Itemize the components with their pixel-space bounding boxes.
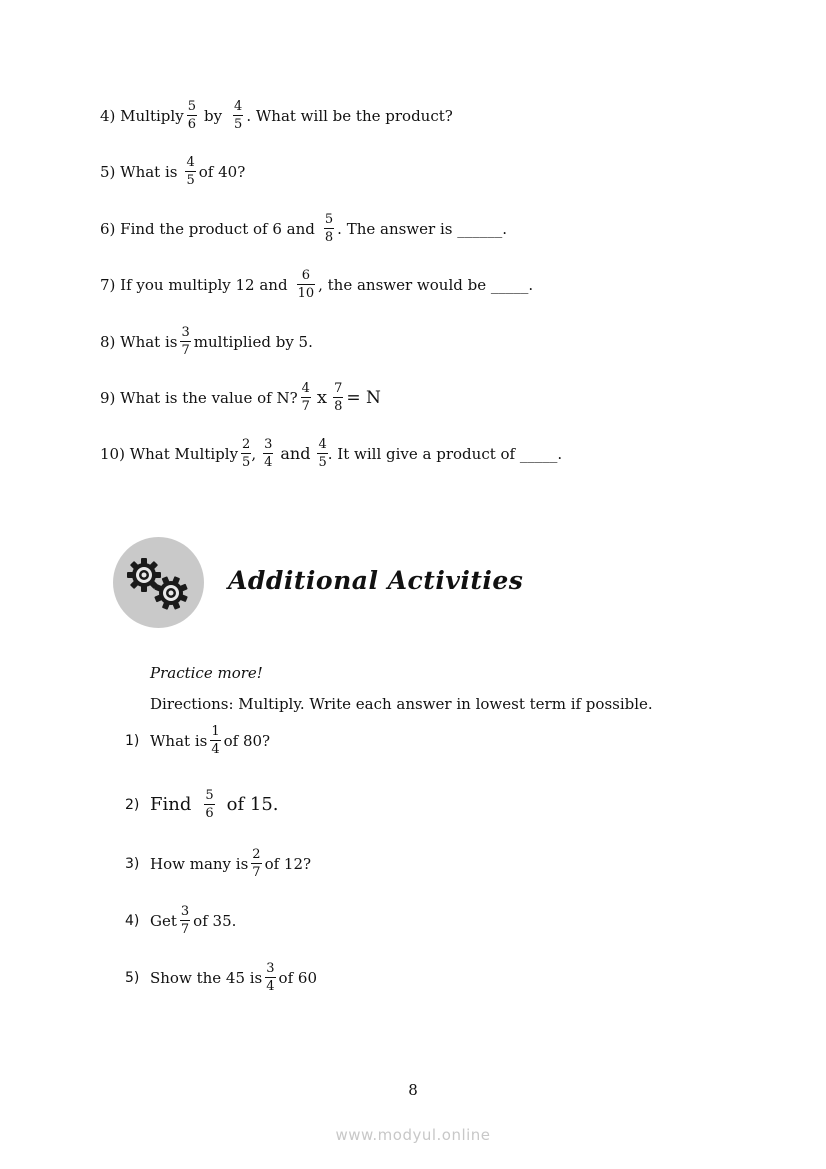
gears-icon <box>113 537 204 628</box>
fraction: $\frac{2}{5}$ <box>242 437 251 470</box>
question-text: multiplied by 5. <box>193 332 313 351</box>
activity-text: of 15. <box>226 794 279 815</box>
question-text: of 40? <box>198 162 246 181</box>
fraction: $\frac{7}{8}$ <box>334 381 343 414</box>
question-text: 5) What is <box>100 162 178 181</box>
question-10 <box>100 438 562 469</box>
question-text: . The answer is ______. <box>337 219 507 238</box>
item-number: 4) <box>125 912 140 929</box>
section-title: Additional Activities <box>228 566 524 595</box>
fraction: $\frac{4}{5}$ <box>318 437 327 470</box>
question-8 <box>100 326 313 357</box>
comma: , <box>251 444 257 463</box>
activity-item <box>125 905 236 936</box>
activity-text: How many is <box>150 854 249 873</box>
practice-label: Practice more! <box>150 664 263 682</box>
question-6 <box>100 213 507 244</box>
page-number: 8 <box>408 1081 418 1099</box>
item-number: 2) <box>125 796 140 813</box>
item-number: 5) <box>125 969 140 986</box>
fraction: $\frac{1}{4}$ <box>211 724 220 757</box>
activity-text: Find <box>150 794 192 815</box>
question-text: 4) Multiply <box>100 106 184 125</box>
fraction: $\frac{5}{8}$ <box>324 212 334 245</box>
fraction: $\frac{3}{4}$ <box>264 437 273 470</box>
question-text: 6) Find the product of 6 and <box>100 219 315 238</box>
times-symbol: x <box>316 387 328 408</box>
activity-text: of 80? <box>223 731 271 750</box>
fraction: $\frac{4}{5}$ <box>186 155 195 188</box>
fraction: $\frac{5}{6}$ <box>205 788 214 821</box>
activity-text: of 60 <box>278 968 317 987</box>
watermark: www.modyul.online <box>335 1126 491 1144</box>
question-text: . It will give a product of _____. <box>327 444 563 463</box>
fraction: $\frac{2}{7}$ <box>252 847 261 880</box>
activity-item <box>125 789 279 820</box>
activity-text: Show the 45 is <box>150 968 263 987</box>
item-number: 1) <box>125 732 140 749</box>
section-icon-circle <box>113 537 204 628</box>
question-4 <box>100 100 453 131</box>
question-text: 9) What is the value of N? <box>100 388 298 407</box>
fraction: $\frac{5}{6}$ <box>187 99 196 132</box>
question-9 <box>100 382 381 413</box>
question-text: 10) What Multiply <box>100 444 239 463</box>
fraction: $\frac{3}{4}$ <box>266 961 275 994</box>
question-text: by <box>203 106 223 125</box>
question-text: = N <box>346 387 381 408</box>
question-text: and <box>280 444 311 463</box>
activity-text: What is <box>150 731 208 750</box>
activity-text: Get <box>150 911 177 930</box>
question-text: 7) If you multiply 12 and <box>100 275 288 294</box>
fraction: $\frac{4}{5}$ <box>234 99 243 132</box>
item-number: 3) <box>125 855 140 872</box>
activity-item <box>125 848 311 879</box>
question-text: , the answer would be _____. <box>318 275 534 294</box>
fraction: $\frac{3}{7}$ <box>180 904 190 937</box>
question-text: 8) What is <box>100 332 178 351</box>
directions: Directions: Multiply. Write each answer in lowest term if possible. <box>150 695 653 713</box>
activity-item <box>125 962 317 993</box>
fraction: $\frac{4}{7}$ <box>301 381 310 414</box>
activity-text: of 35. <box>193 911 237 930</box>
fraction: $\frac{3}{7}$ <box>181 325 190 358</box>
question-7 <box>100 269 533 300</box>
fraction: $\frac{6}{10}$ <box>297 268 315 301</box>
activity-text: of 12? <box>264 854 312 873</box>
activity-item <box>125 725 270 756</box>
question-5 <box>100 156 245 187</box>
question-text: . What will be the product? <box>246 106 453 125</box>
